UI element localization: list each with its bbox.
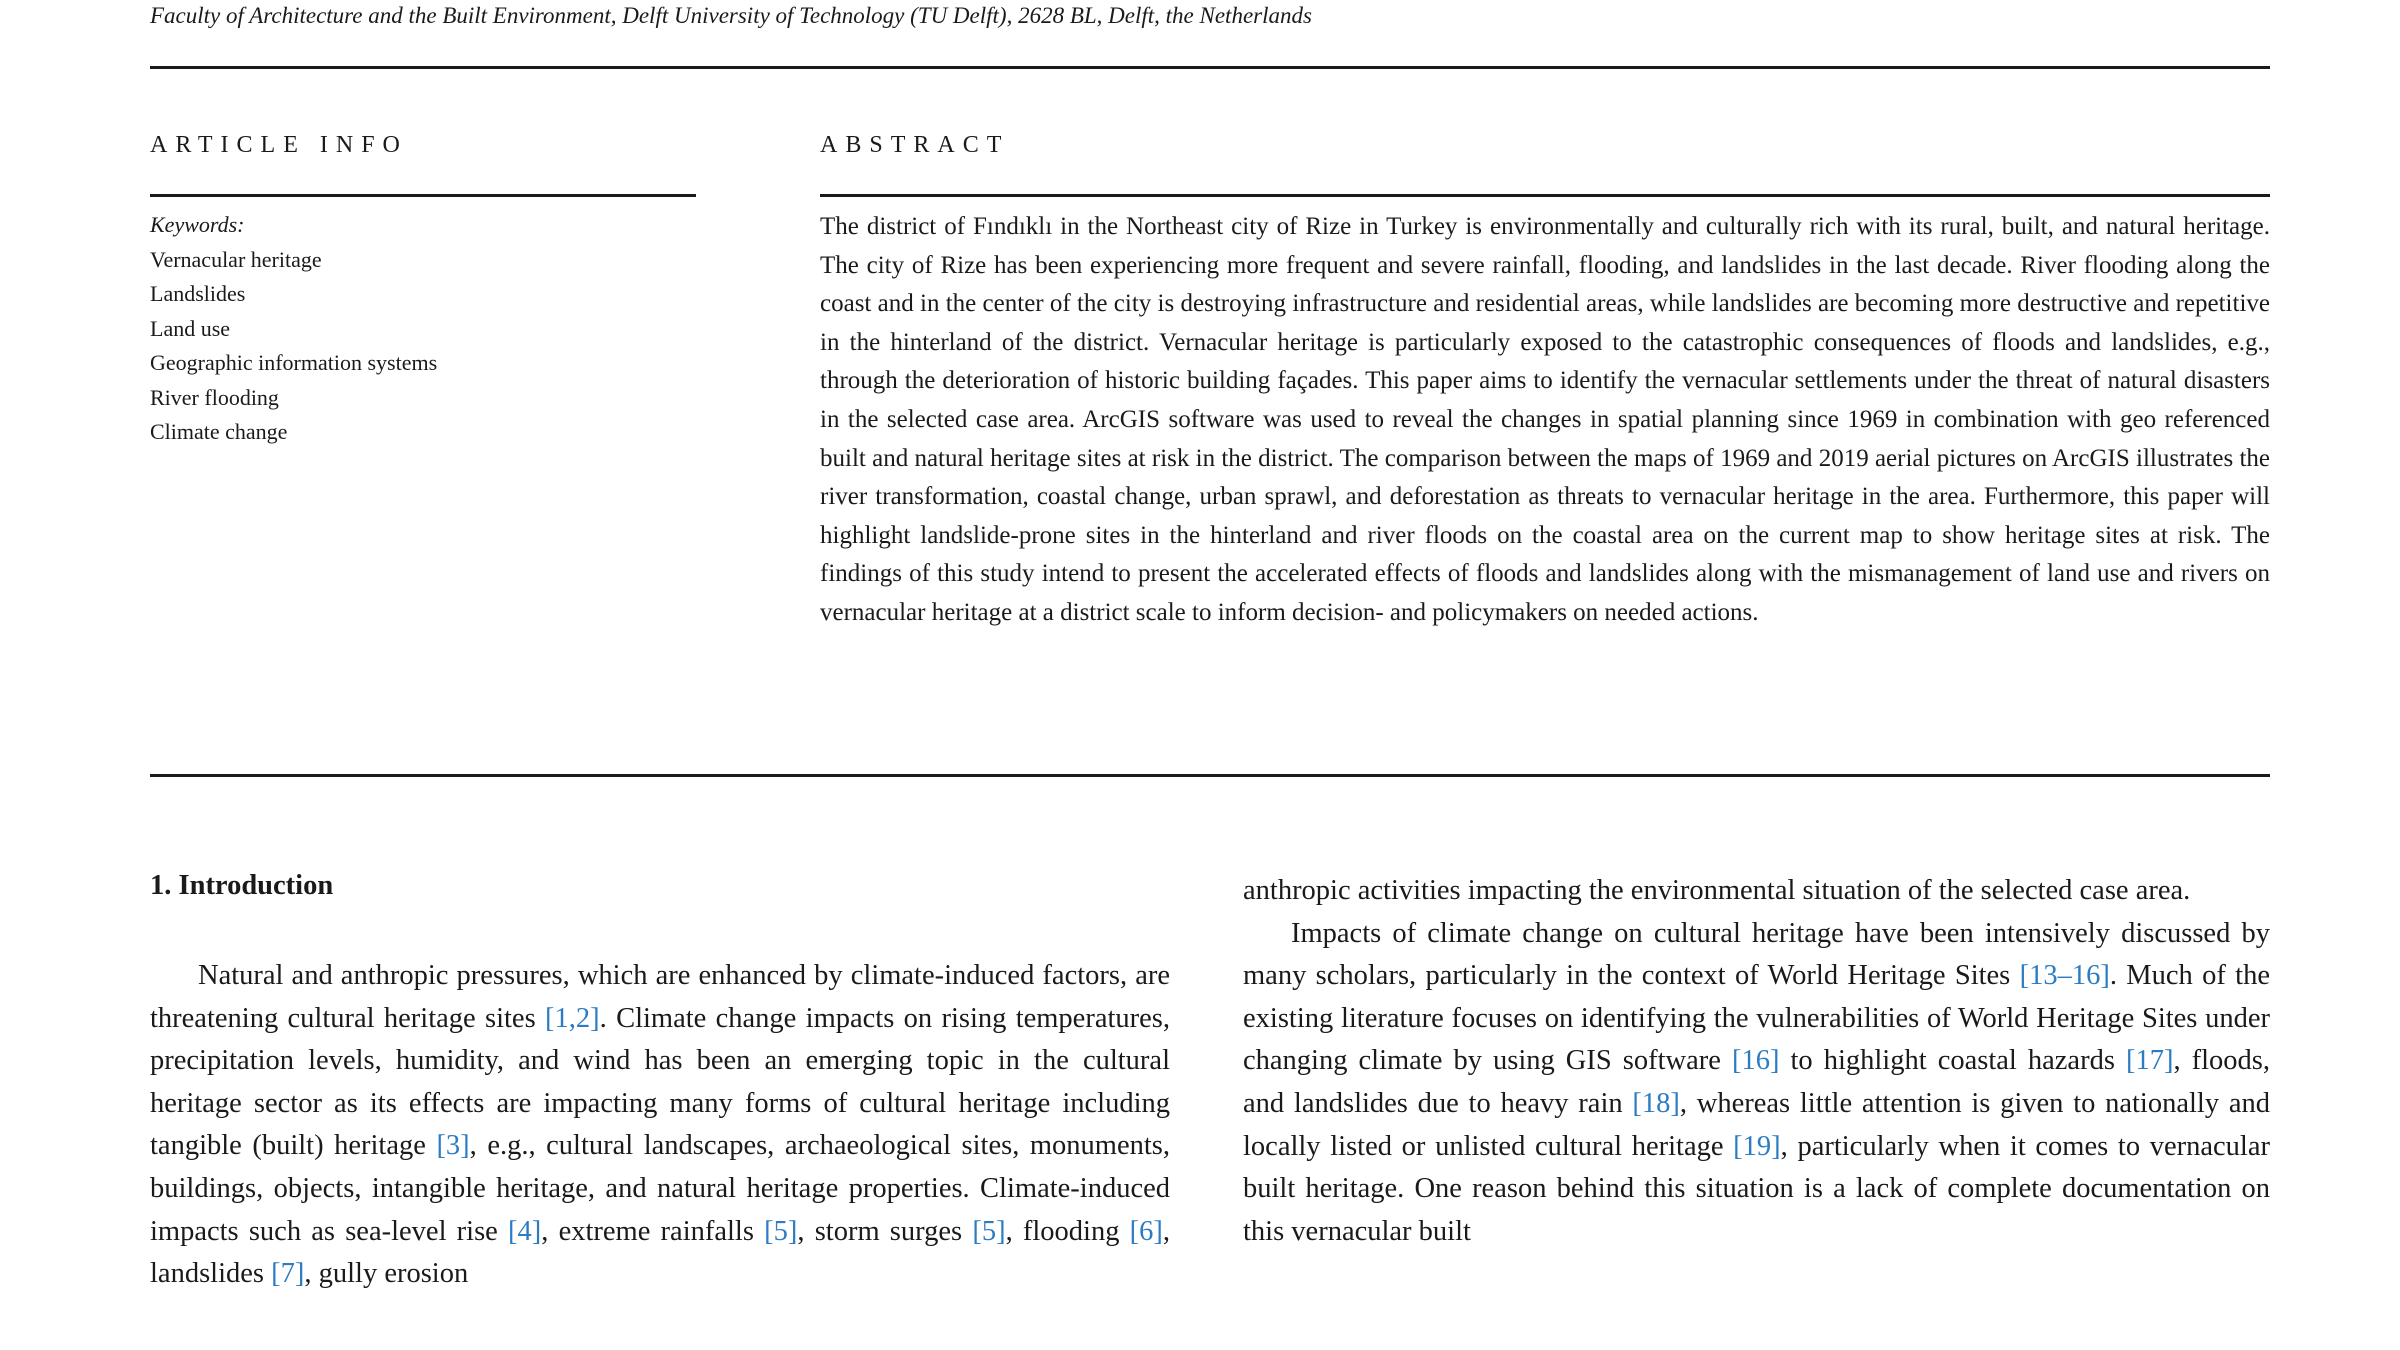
citation-link[interactable]: [19] — [1733, 1130, 1781, 1162]
keyword-item: Geographic information systems — [150, 350, 438, 375]
article-info-divider — [150, 194, 696, 197]
keyword-item: Vernacular heritage — [150, 246, 322, 272]
text-run: , e.g., cultural landscapes, archaeological sites, monuments, buildings, objects, intangible heritage, and natural heritage properties. Climate-induced impacts such as sea-level rise — [150, 1130, 1170, 1247]
text-run: . Much of the existing literature focuses on identifying the vulnerabilities of World Heritage Sites under changing climate by using GIS software — [1243, 960, 2270, 1077]
text-run: , whereas little attention is given to nationally and locally listed or unlisted cultural heritage — [1243, 1087, 2270, 1162]
citation-link[interactable]: [7] — [271, 1258, 305, 1290]
body-column-right — [1243, 870, 2270, 1253]
text-run: . Climate change impacts on rising temperatures, precipitation levels, humidity, and wind has been an emerging topic in the cultural heritage sector as its effects are impacting many forms of cultural heritage including tangible (built) heritage — [150, 1002, 1170, 1162]
text-run: to highlight coastal hazards — [1779, 1045, 2126, 1077]
text-run: , flooding — [1005, 1215, 1130, 1247]
keyword-item: Landslides — [150, 281, 246, 306]
citation-link[interactable]: [4] — [508, 1215, 542, 1247]
keyword-item: Land use — [150, 315, 231, 341]
paragraph — [150, 955, 1170, 1296]
citation-link[interactable]: [1,2] — [545, 1002, 600, 1034]
keywords-block — [150, 208, 696, 450]
article-info-heading: ARTICLE INFO — [150, 132, 408, 158]
citation-link[interactable]: [5] — [972, 1215, 1006, 1247]
text-run: , landslides — [150, 1215, 1171, 1290]
keywords-label: Keywords: — [150, 212, 245, 237]
body-column-left — [150, 955, 1170, 1296]
citation-link[interactable]: [16] — [1731, 1045, 1780, 1077]
citation-link[interactable]: [18] — [1632, 1087, 1680, 1119]
keyword-item: Climate change — [150, 419, 288, 444]
text-run: , extreme rainfalls — [541, 1215, 765, 1247]
author-affiliation: Faculty of Architecture and the Built Environment, Delft University of Technology (TU Delft), 2628 BL, Delft, the Netherlands — [150, 3, 1312, 28]
text-run: , storm surges — [797, 1215, 973, 1247]
text-run: , gully erosion — [304, 1258, 469, 1290]
text-run: Impacts of climate change on cultural heritage have been intensively discussed by many scholars, particularly in the context of World Heritage Sites — [1243, 917, 2270, 992]
abstract-text: The district of Fındıklı in the Northeast city of Rize in Turkey is environmentally and culturally rich with its rural, built, and natural heritage. The city of Rize has been experiencing more frequent and severe rainfall, flooding, and landslides in the last decade. River flooding along the coast and in the center of the city is destroying infrastructure and residential areas, while landslides are becoming more destructive and repetitive in the hinterland of the district. Vernacular heritage is particularly exposed to the catastrophic consequences of floods and landslides, e.g., through the deterioration of historic building façades. This paper aims to identify the vernacular settlements under the threat of natural disasters in the selected case area. ArcGIS software was used to reveal the changes in spatial planning since 1969 in combination with geo referenced built and natural heritage sites at risk in the district. The comparison between the maps of 1969 and 2019 aerial pictures on ArcGIS illustrates the river transformation, coastal change, urban sprawl, and deforestation as threats to vernacular heritage in the area. Furthermore, this paper will highlight landslide-prone sites in the hinterland and river floods on the coastal area on the current map to show heritage sites at risk. The findings of this study intend to present the accelerated effects of floods and landslides along with the mismanagement of land use and rivers on vernacular heritage at a district scale to inform decision- and policymakers on needed actions. — [820, 213, 2270, 626]
text-run: , particularly when it comes to vernacular built heritage. One reason behind this situation is a lack of complete documentation on this vernacular built — [1243, 1130, 2270, 1247]
citation-link[interactable]: [6] — [1129, 1215, 1163, 1247]
text-run: , floods, and landslides due to heavy rain — [1243, 1045, 2271, 1119]
citation-link[interactable]: [3] — [436, 1130, 470, 1162]
citation-link[interactable]: [5] — [764, 1215, 798, 1247]
text-run: Natural and anthropic pressures, which are enhanced by climate-induced factors, are threatening cultural heritage sites — [150, 960, 1170, 1034]
bottom-divider — [150, 774, 2270, 777]
abstract-divider — [820, 194, 2270, 197]
keyword-item: River flooding — [150, 384, 279, 410]
top-divider — [150, 66, 2270, 69]
paragraph — [1243, 913, 2270, 1254]
abstract-heading: ABSTRACT — [820, 132, 1010, 158]
citation-link[interactable]: [13–16] — [2019, 960, 2110, 992]
section-heading-introduction: 1. Introduction — [150, 870, 334, 901]
citation-link[interactable]: [17] — [2125, 1045, 2174, 1077]
paragraph: anthropic activities impacting the environmental situation of the selected case area. — [1243, 875, 2191, 906]
